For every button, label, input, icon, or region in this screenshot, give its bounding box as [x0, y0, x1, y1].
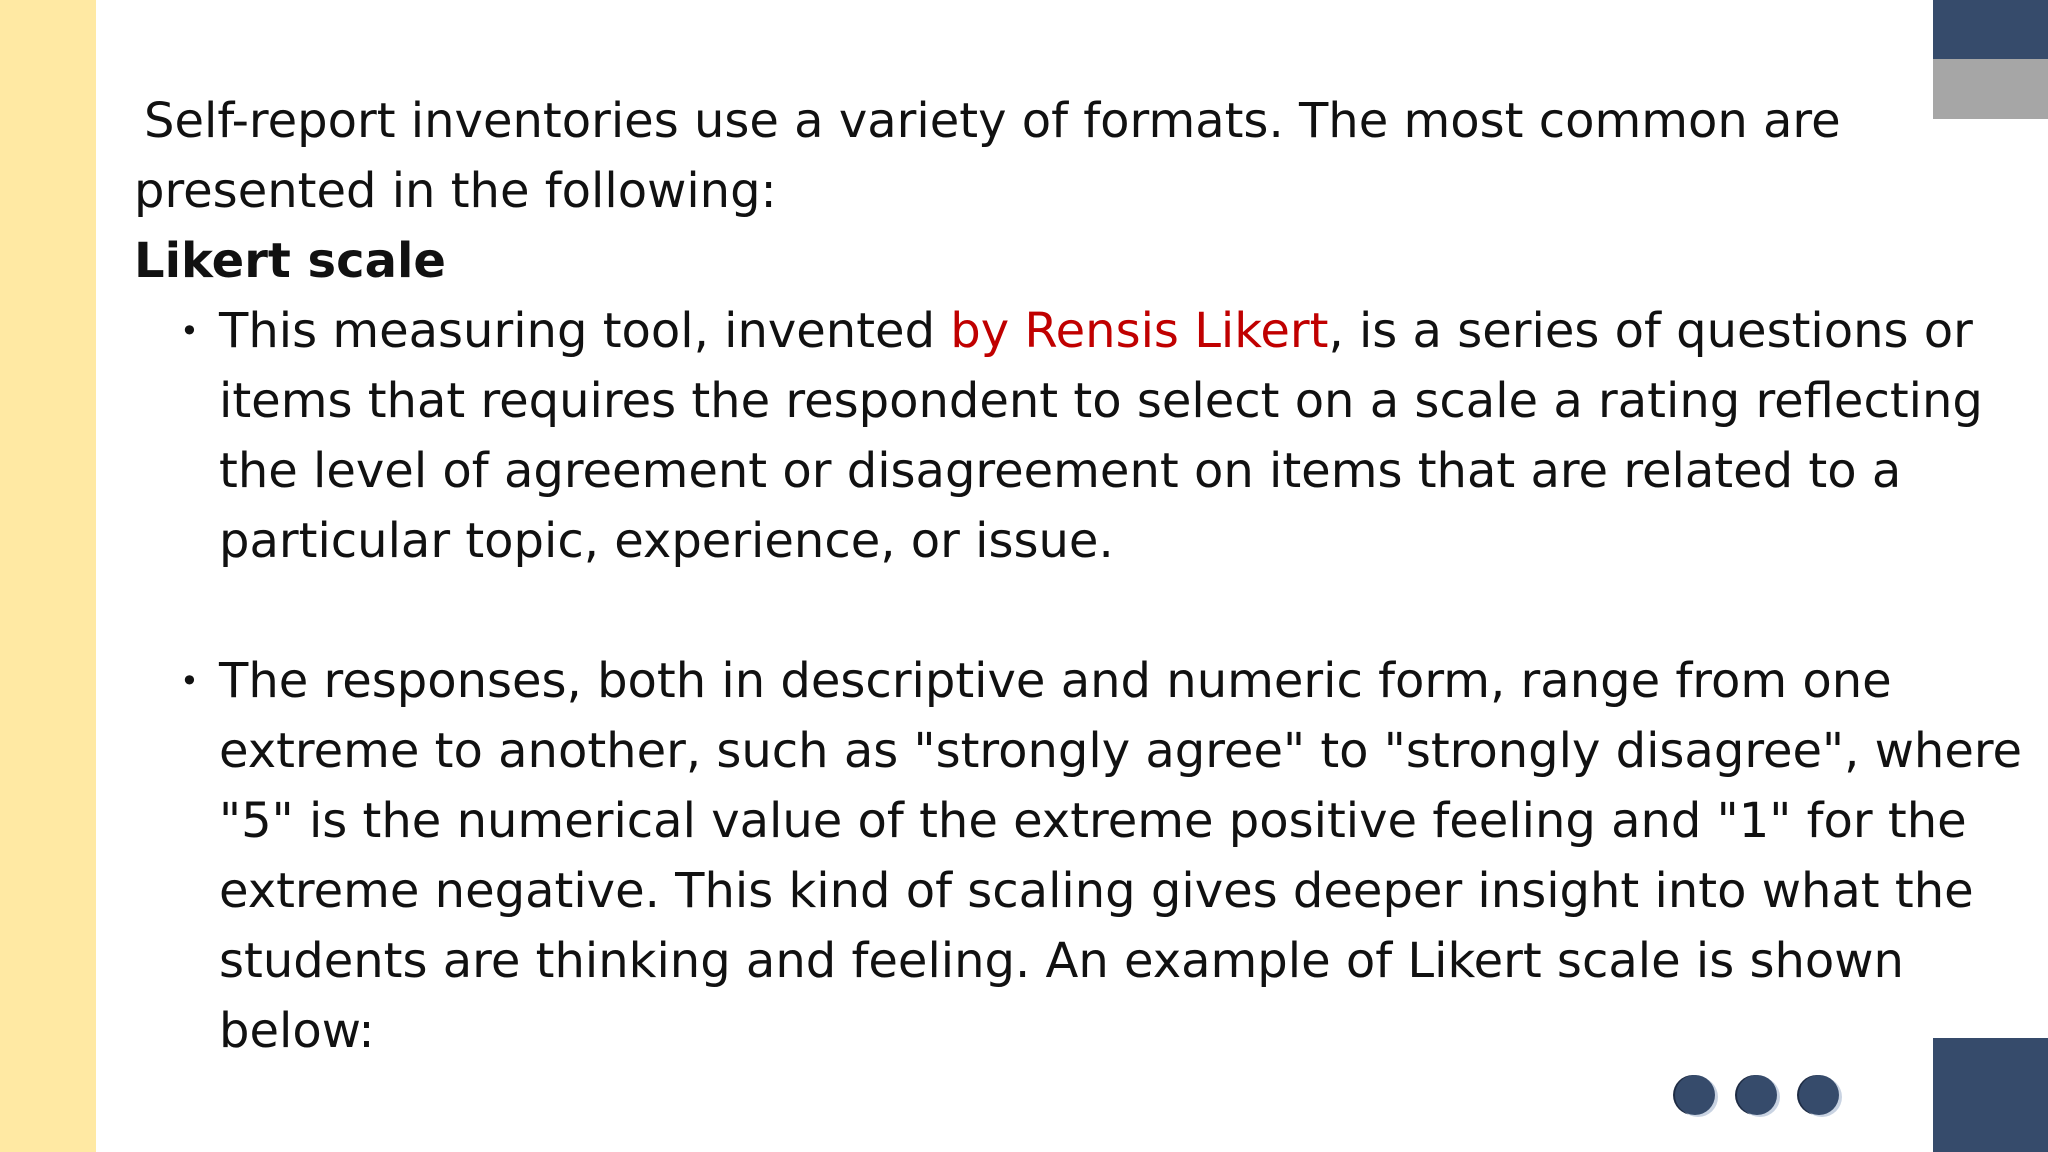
bullet-item-likert-definition [134, 296, 2048, 576]
bullet-list [134, 296, 2023, 1066]
corner-block-top-gray [1933, 59, 2048, 119]
circle-icon [1799, 1075, 1839, 1115]
bullet-item-likert-responses [134, 646, 2048, 1066]
circle-icon [1675, 1075, 1715, 1115]
bullet-1-text-start: This measuring tool, invented [219, 303, 951, 359]
bullet-2-text: The responses, both in descriptive and numeric form, range from one extreme to another, such as "strongly agree" to "strongly disagree", where "5" is the numerical value of the extreme positive feeling and "1" for the extreme negative. This kind of scaling gives deeper insight into what the students are thinking and feeling. An example of Likert scale is shown below: [219, 653, 2023, 1059]
bullet-icon: • [180, 662, 199, 700]
corner-block-top-dark [1933, 0, 2048, 59]
intro-line-1: Self-report inventories use a variety of formats. The most common are [144, 93, 1841, 149]
intro-paragraph [134, 86, 1934, 226]
bullet-1-text-end: , is a series of questions or items that requires the respondent to select on a scale a rating reflecting the level of agreement or disagreement on items that are related to a particular topic, experience, or issue. [219, 303, 1983, 569]
intro-line-2: presented in the following: [134, 163, 777, 219]
decorative-dots [1675, 1075, 1845, 1119]
left-decorative-band [0, 0, 96, 1152]
section-heading: Likert scale [134, 233, 446, 289]
circle-icon [1737, 1075, 1777, 1115]
rensis-likert-link[interactable]: by Rensis Likert [950, 303, 1329, 359]
slide-body [134, 86, 2023, 1066]
bullet-icon: • [180, 312, 199, 350]
